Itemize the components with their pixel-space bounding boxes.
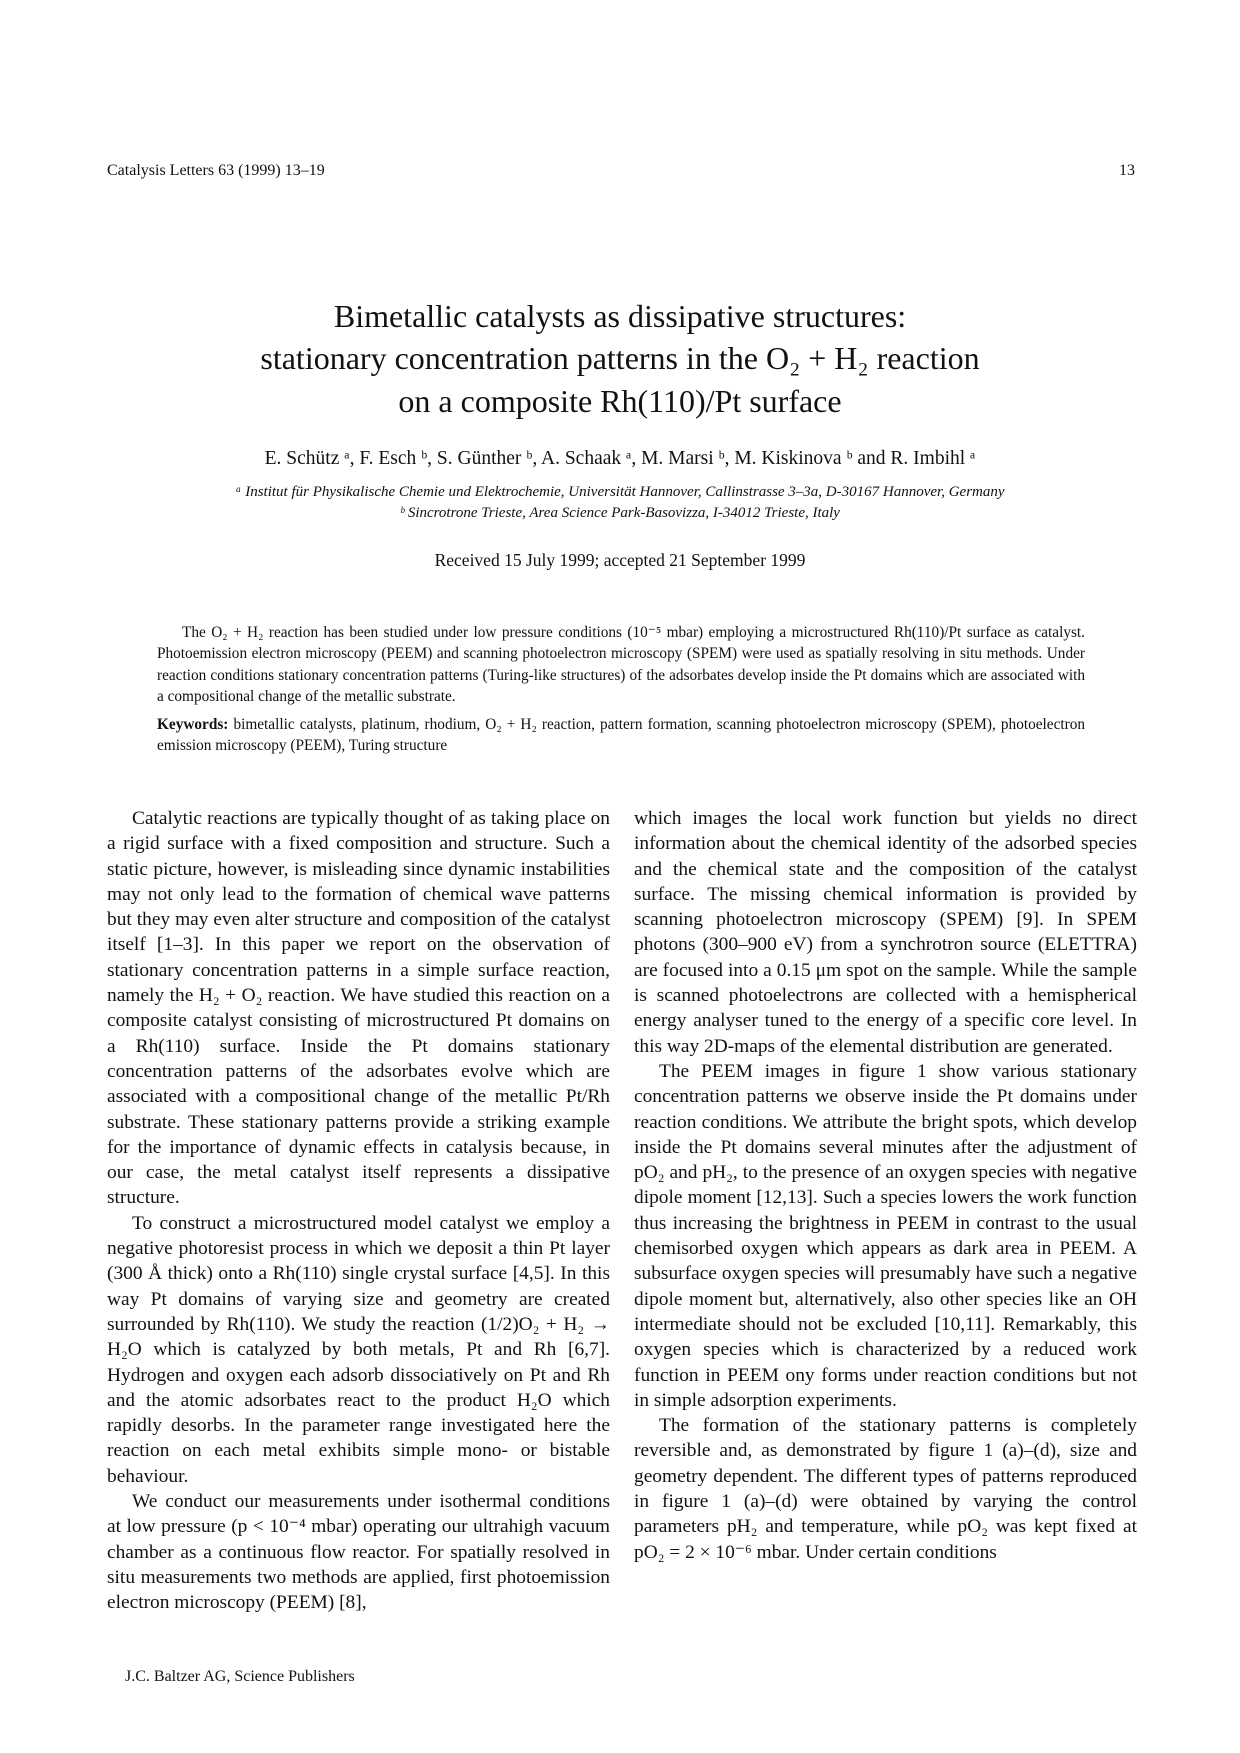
title-line-2: stationary concentration patterns in the O₂ + H₂ reaction [260,340,980,376]
journal-citation: Catalysis Letters 63 (1999) 13–19 [107,162,325,179]
author-list: E. Schütz ᵃ, F. Esch ᵇ, S. Günther ᵇ, A. Schaak ᵃ, M. Marsi ᵇ, M. Kiskinova ᵇ and R. Imbihl ᵃ [264,448,976,469]
keywords [157,714,1085,757]
affiliation-a: ᵃ Institut für Physikalische Chemie und Elektrochemie, Universität Hannover, Callinstrasse 3–3a, D-30167 Hannover, Germany [235,484,1005,500]
paragraph: Catalytic reactions are typically thought of as taking place on a rigid surface with a fixed composition and structure. Such a static picture, however, is misleading since dynamic instabilities may not only lead to the formation of chemical wave patterns but they may even alter structure and composition of the catalyst itself [1–3]. In this paper we report on the observation of stationary concentration patterns in a simple surface reaction, namely the H₂ + O₂ reaction. We have studied this reaction on a composite catalyst consisting of microstructured Pt domains on a Rh(110) surface. Inside the Pt domains stationary concentration patterns of the adsorbates evolve which are associated with a compositional change of the metallic Pt/Rh substrate. These stationary patterns provide a striking example for the importance of dynamic effects in catalysis because, in our case, the metal catalyst itself represents a dissipative structure. [107,808,610,1209]
keywords-text: bimetallic catalysts, platinum, rhodium, O₂ + H₂ reaction, pattern formation, scanning photoelectron microscopy (SPEM), photoelectron emission microscopy (PEEM), Turing structure [157,716,1086,755]
affiliation-b: ᵇ Sincrotrone Trieste, Area Science Park-Basovizza, I-34012 Trieste, Italy [400,505,840,521]
title-line-3: on a composite Rh(110)/Pt surface [398,383,842,419]
paragraph: To construct a microstructured model catalyst we employ a negative photoresist process in which we deposit a thin Pt layer (300 Å thick) onto a Rh(110) single crystal surface [4,5]. In this way Pt domains of varying size and geometry are created surrounded by Rh(110). We study the reaction (1/2)O₂ + H₂ → H₂O which is catalyzed by both metals, Pt and Rh [6,7]. Hydrogen and oxygen each adsorb dissociatively on Pt and Rh and the atomic adsorbates react to the product H₂O which rapidly desorbs. In the parameter range investigated here the reaction on each metal exhibits simple mono- or bistable behaviour. [107,1212,610,1487]
paragraph: which images the local work function but yields no direct information about the chemical identity of the adsorbed species and the chemical state and the composition of the catalyst surface. The missing chemical information is provided by scanning photoelectron microscopy (SPEM) [9]. In SPEM photons (300–900 eV) from a synchrotron source (ELETTRA) are focused into a 0.15 μm spot on the sample. While the sample is scanned photoelectrons are collected with a hemispherical energy analyser tuned to the energy of a specific core level. In this way 2D-maps of the elemental distribution are generated. [634,808,1137,1057]
body-column-right [634,806,1137,1565]
abstract: The O₂ + H₂ reaction has been studied under low pressure conditions (10⁻⁵ mbar) employing a microstructured Rh(110)/Pt surface as catalyst. Photoemission electron microscopy (PEEM) and scanning photoelectron microscopy (SPEM) were used as spatially resolving in situ methods. Under reaction conditions stationary concentration patterns (Turing-like structures) of the adsorbates develop inside the Pt domains which are associated with a compositional change of the metallic substrate. [157,624,1085,706]
paragraph: The PEEM images in figure 1 show various stationary concentration patterns we observe inside the Pt domains under reaction conditions. We attribute the bright spots, which develop inside the Pt domains several minutes after the adjustment of pO₂ and pH₂, to the presence of an oxygen species with negative dipole moment [12,13]. Such a species lowers the work function thus increasing the brightness in PEEM in contrast to the usual chemisorbed oxygen which appears as dark area in PEEM. A subsurface oxygen species will presumably have such a negative dipole moment but, alternatively, also other species like an OH intermediate should not be excluded [10,11]. Remarkably, this oxygen species which is characterized by a reduced work function in PEEM ony forms under reaction conditions but not in simple adsorption experiments. [634,1060,1137,1411]
title-line-1: Bimetallic catalysts as dissipative structures: [333,298,907,334]
page-number: 13 [1119,162,1135,179]
publisher-footer: J.C. Baltzer AG, Science Publishers [125,1668,355,1685]
paragraph: We conduct our measurements under isothermal conditions at low pressure (p < 10⁻⁴ mbar) operating our ultrahigh vacuum chamber as a continuous flow reactor. For spatially resolved in situ measurements two methods are applied, first photoemission electron microscopy (PEEM) [8], [107,1491,610,1614]
received-dates: Received 15 July 1999; accepted 21 September 1999 [434,550,806,570]
paragraph: The formation of the stationary patterns is completely reversible and, as demonstrated by figure 1 (a)–(d), size and geometry dependent. The different types of patterns reproduced in figure 1 (a)–(d) were obtained by varying the control parameters pH₂ and temperature, while pO₂ was kept fixed at pO₂ = 2 × 10⁻⁶ mbar. Under certain conditions [634,1415,1137,1563]
body-column-left [107,806,610,1616]
keywords-label: Keywords: [157,716,229,733]
